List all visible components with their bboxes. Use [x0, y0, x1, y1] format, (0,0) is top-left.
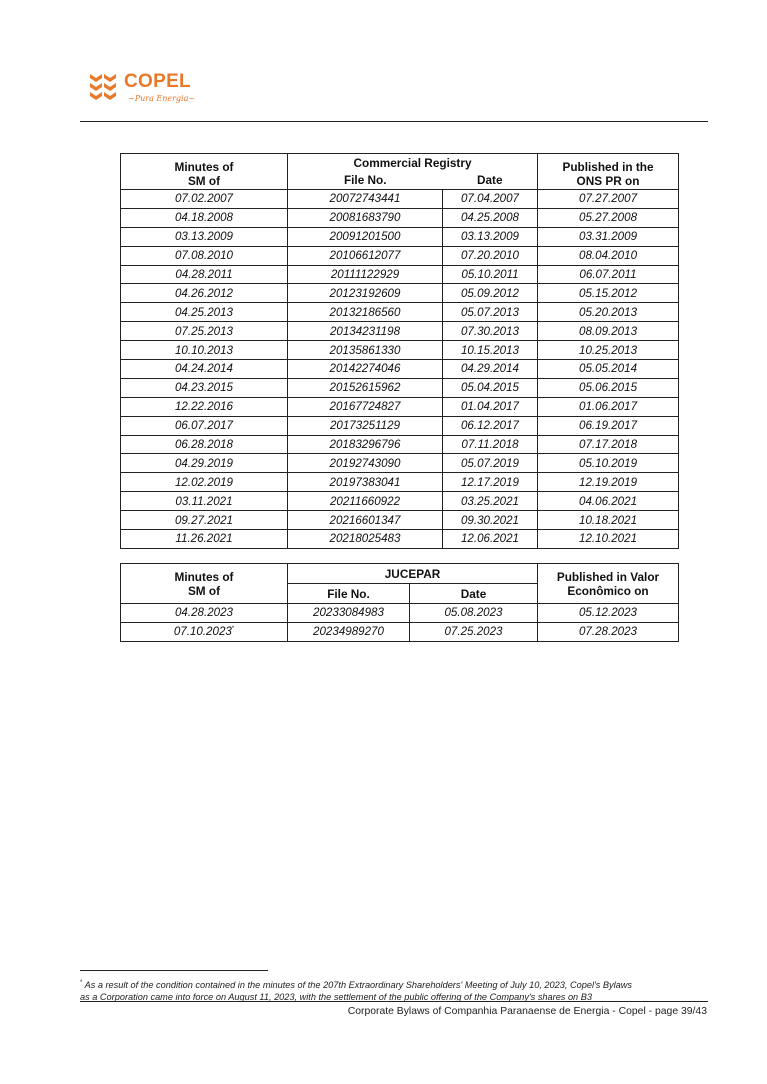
table-row	[121, 435, 679, 454]
cell-registry-date: 04.29.2014	[443, 360, 538, 379]
cell-published-date: 08.09.2013	[538, 322, 679, 341]
col-header-date: Date	[443, 172, 538, 190]
jucepar-rows	[121, 604, 679, 642]
cell-registry-date: 07.20.2010	[443, 246, 538, 265]
table-row	[121, 604, 679, 623]
cell-published-date: 12.10.2021	[538, 530, 679, 549]
table-row	[121, 284, 679, 303]
cell-registry-date: 01.04.2017	[443, 397, 538, 416]
footnote-line-2: as a Corporation came into force on August 11, 2023, with the settlement of the public offering of the Company's shares on B3	[80, 992, 592, 1002]
col-header-published: Published in Valor Econômico on	[538, 564, 679, 604]
table-row	[121, 378, 679, 397]
cell-published-date: 07.28.2023	[538, 622, 679, 641]
cell-published-date: 05.27.2008	[538, 208, 679, 227]
cell-registry-date: 03.13.2009	[443, 227, 538, 246]
col-header-file-no: File No.	[288, 584, 410, 604]
logo-wordmark: COPEL	[124, 71, 191, 92]
cell-registry-date: 12.06.2021	[443, 530, 538, 549]
cell-minutes-date: 04.28.2023	[121, 604, 288, 623]
cell-registry-date: 05.04.2015	[443, 378, 538, 397]
cell-minutes-date: 04.25.2013	[121, 303, 288, 322]
commercial-registry-rows	[121, 190, 679, 549]
cell-registry-date: 05.09.2012	[443, 284, 538, 303]
cell-registry-date: 07.04.2007	[443, 190, 538, 209]
cell-minutes-date: 09.27.2021	[121, 511, 288, 530]
cell-minutes-date: 03.11.2021	[121, 492, 288, 511]
cell-registry-date: 07.25.2023	[410, 622, 538, 641]
col-header-minutes: Minutes of SM of	[121, 154, 288, 190]
table-row	[121, 454, 679, 473]
copel-logo-icon	[88, 72, 118, 102]
cell-file-no: 20111122929	[288, 265, 443, 284]
cell-file-no: 20123192609	[288, 284, 443, 303]
cell-minutes-date: 07.08.2010	[121, 246, 288, 265]
cell-published-date: 01.06.2017	[538, 397, 679, 416]
col-header-registry-group: JUCEPAR	[288, 564, 538, 584]
cell-file-no: 20192743090	[288, 454, 443, 473]
col-header-date: Date	[410, 584, 538, 604]
cell-minutes-date: 12.22.2016	[121, 397, 288, 416]
cell-file-no: 20216601347	[288, 511, 443, 530]
jucepar-table	[120, 563, 679, 642]
table-row	[121, 416, 679, 435]
cell-registry-date: 07.11.2018	[443, 435, 538, 454]
table-row	[121, 511, 679, 530]
col-header-published: Published in the ONS PR on	[538, 154, 679, 190]
cell-file-no: 20091201500	[288, 227, 443, 246]
cell-published-date: 05.06.2015	[538, 378, 679, 397]
cell-file-no: 20218025483	[288, 530, 443, 549]
cell-published-date: 03.31.2009	[538, 227, 679, 246]
cell-published-date: 04.06.2021	[538, 492, 679, 511]
cell-minutes-date: 10.10.2013	[121, 341, 288, 360]
cell-file-no: 20142274046	[288, 360, 443, 379]
cell-published-date: 10.25.2013	[538, 341, 679, 360]
cell-registry-date: 05.10.2011	[443, 265, 538, 284]
cell-file-no: 20197383041	[288, 473, 443, 492]
table-row	[121, 360, 679, 379]
cell-published-date: 05.12.2023	[538, 604, 679, 623]
cell-file-no: 20234989270	[288, 622, 410, 641]
cell-registry-date: 05.07.2013	[443, 303, 538, 322]
header-rule	[80, 121, 708, 122]
table-row	[121, 322, 679, 341]
cell-file-no: 20233084983	[288, 604, 410, 623]
col-header-registry-group: Commercial Registry	[288, 154, 538, 172]
table-row	[121, 190, 679, 209]
cell-file-no: 20072743441	[288, 190, 443, 209]
footnote-line-1: As a result of the condition contained in the minutes of the 207th Extraordinary Shareholders' Meeting of July 10, 2023, Copel's Bylaws	[84, 980, 632, 990]
footer-rule	[80, 1001, 708, 1002]
cell-minutes-date: 04.18.2008	[121, 208, 288, 227]
cell-file-no: 20132186560	[288, 303, 443, 322]
col-header-file-no: File No.	[288, 172, 443, 190]
cell-registry-date: 06.12.2017	[443, 416, 538, 435]
col-header-minutes: Minutes of SM of	[121, 564, 288, 604]
table-row	[121, 208, 679, 227]
cell-file-no: 20183296796	[288, 435, 443, 454]
cell-minutes-date: 03.13.2009	[121, 227, 288, 246]
cell-file-no: 20152615962	[288, 378, 443, 397]
cell-published-date: 10.18.2021	[538, 511, 679, 530]
table-row	[121, 246, 679, 265]
cell-file-no: 20106612077	[288, 246, 443, 265]
table-row	[121, 530, 679, 549]
cell-registry-date: 07.30.2013	[443, 322, 538, 341]
logo-tagline: ~Pura Energia~	[128, 94, 196, 103]
table-row	[121, 227, 679, 246]
cell-minutes-date: 04.23.2015	[121, 378, 288, 397]
cell-registry-date: 04.25.2008	[443, 208, 538, 227]
cell-published-date: 05.20.2013	[538, 303, 679, 322]
cell-published-date: 06.07.2011	[538, 265, 679, 284]
cell-minutes-date: 11.26.2021	[121, 530, 288, 549]
table-row	[121, 265, 679, 284]
table-row	[121, 473, 679, 492]
cell-minutes-date: 04.29.2019	[121, 454, 288, 473]
table-row	[121, 492, 679, 511]
commercial-registry-table	[120, 153, 679, 549]
cell-file-no: 20135861330	[288, 341, 443, 360]
cell-registry-date: 05.08.2023	[410, 604, 538, 623]
cell-registry-date: 05.07.2019	[443, 454, 538, 473]
copel-logo	[88, 70, 208, 112]
footnote	[80, 979, 720, 1003]
footnote-rule	[80, 970, 268, 971]
cell-file-no: 20081683790	[288, 208, 443, 227]
cell-file-no: 20173251129	[288, 416, 443, 435]
cell-minutes-date: 12.02.2019	[121, 473, 288, 492]
cell-registry-date: 12.17.2019	[443, 473, 538, 492]
cell-minutes-date: 07.25.2013	[121, 322, 288, 341]
cell-published-date: 05.10.2019	[538, 454, 679, 473]
cell-published-date: 07.27.2007	[538, 190, 679, 209]
cell-registry-date: 09.30.2021	[443, 511, 538, 530]
cell-published-date: 12.19.2019	[538, 473, 679, 492]
footnote-marker: *	[80, 979, 83, 986]
cell-registry-date: 03.25.2021	[443, 492, 538, 511]
cell-published-date: 06.19.2017	[538, 416, 679, 435]
cell-minutes-date: 07.10.2023*	[121, 622, 288, 641]
cell-file-no: 20211660922	[288, 492, 443, 511]
cell-minutes-date: 06.07.2017	[121, 416, 288, 435]
table-row	[121, 341, 679, 360]
cell-published-date: 07.17.2018	[538, 435, 679, 454]
cell-published-date: 05.05.2014	[538, 360, 679, 379]
cell-registry-date: 10.15.2013	[443, 341, 538, 360]
table-row	[121, 303, 679, 322]
cell-minutes-date: 04.28.2011	[121, 265, 288, 284]
cell-minutes-date: 04.26.2012	[121, 284, 288, 303]
cell-minutes-date: 06.28.2018	[121, 435, 288, 454]
cell-published-date: 08.04.2010	[538, 246, 679, 265]
table-row	[121, 397, 679, 416]
page-footer: Corporate Bylaws of Companhia Paranaense de Energia - Copel - page 39/43	[347, 1006, 707, 1017]
cell-file-no: 20167724827	[288, 397, 443, 416]
cell-minutes-date: 04.24.2014	[121, 360, 288, 379]
cell-minutes-date: 07.02.2007	[121, 190, 288, 209]
cell-file-no: 20134231198	[288, 322, 443, 341]
footnote-ref-marker: *	[231, 626, 235, 633]
cell-published-date: 05.15.2012	[538, 284, 679, 303]
table-row	[121, 622, 679, 641]
